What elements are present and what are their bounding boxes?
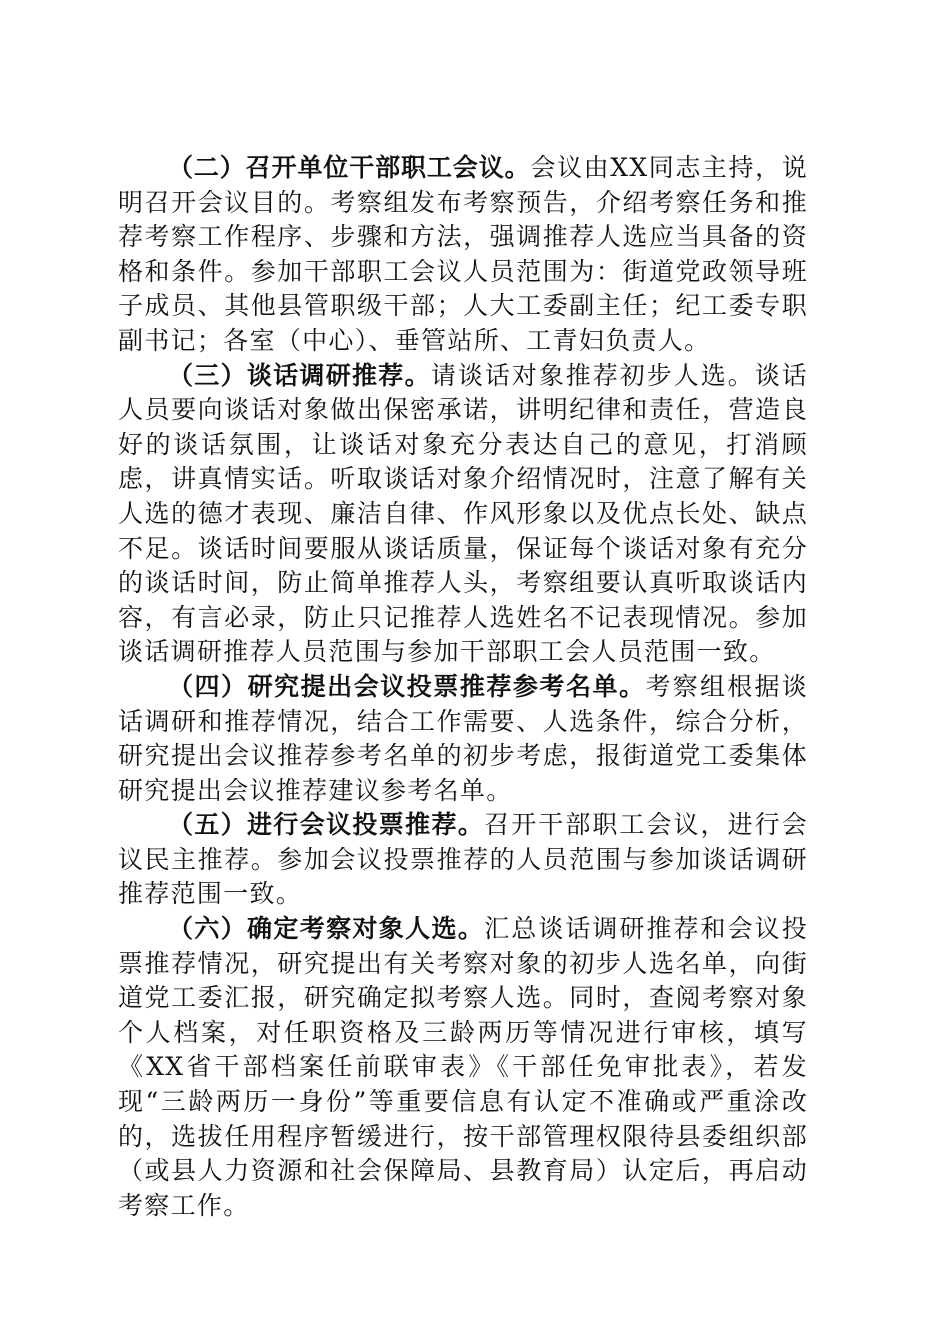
section-5-text: 召开干部职工会议，进行会议民主推荐。参加会议投票推荐的人员范围与参加谈话调研推荐范围一致。 xyxy=(118,810,808,909)
section-3-heading: （三）谈话调研推荐。 xyxy=(168,360,431,390)
section-3-paragraph xyxy=(118,359,808,670)
section-6-heading: （六）确定考察对象人选。 xyxy=(168,914,485,944)
document-body xyxy=(118,151,808,1223)
section-5-heading: （五）进行会议投票推荐。 xyxy=(168,810,485,840)
section-4-text: 考察组根据谈话调研和推荐情况，结合工作需要、人选条件，综合分析，研究提出会议推荐参考名单的初步考虑，报街道党工委集体研究提出会议推荐建议参考名单。 xyxy=(118,671,808,805)
section-2-heading: （二）召开单位干部职工会议。 xyxy=(168,153,531,182)
section-6-text: 汇总谈话调研推荐和会议投票推荐情况，研究提出有关考察对象的初步人选名单，向街道党工委汇报，研究确定拟考察人选。同时，查阅考察对象个人档案，对任职资格及三龄两历等情况进行审核，填写《XX省干部档案任前联审表》《干部任免审批表》，若发现“三龄两历一身份”等重要信息有认定不准确或严重涂改的，选拔任用程序暂缓进行，按干部管理权限待县委组织部（或县人力资源和社会保障局、县教育局）认定后，再启动考察工作。 xyxy=(118,914,808,1220)
section-5-paragraph xyxy=(118,808,808,912)
section-4-heading: （四）研究提出会议投票推荐参考名单。 xyxy=(168,671,646,701)
section-3-text: 请谈话对象推荐初步人选。谈话人员要向谈话对象做出保密承诺，讲明纪律和责任，营造良好的谈话氛围，让谈话对象充分表达自己的意见，打消顾虑，讲真情实话。听取谈话对象介绍情况时，注意了解有关人选的德才表现、廉洁自律、作风形象以及优点长处、缺点不足。谈话时间要服从谈话质量，保证每个谈话对象有充分的谈话时间，防止简单推荐人头，考察组要认真听取谈话内容，有言必录，防止只记推荐人选姓名不记表现情况。参加谈话调研推荐人员范围与参加干部职工会人员范围一致。 xyxy=(118,360,808,667)
section-2-paragraph xyxy=(118,151,808,359)
section-2-text: 会议由XX同志主持，说明召开会议目的。考察组发布考察预告，介绍考察任务和推荐考察工作程序、步骤和方法，强调推荐人选应当具备的资格和条件。参加干部职工会议人员范围为：街道党政领导班子成员、其他县管职级干部；人大工委副主任；纪工委专职副书记；各室（中心）、垂管站所、工青妇负责人。 xyxy=(118,153,808,355)
section-6-paragraph xyxy=(118,912,808,1223)
section-4-paragraph xyxy=(118,670,808,808)
